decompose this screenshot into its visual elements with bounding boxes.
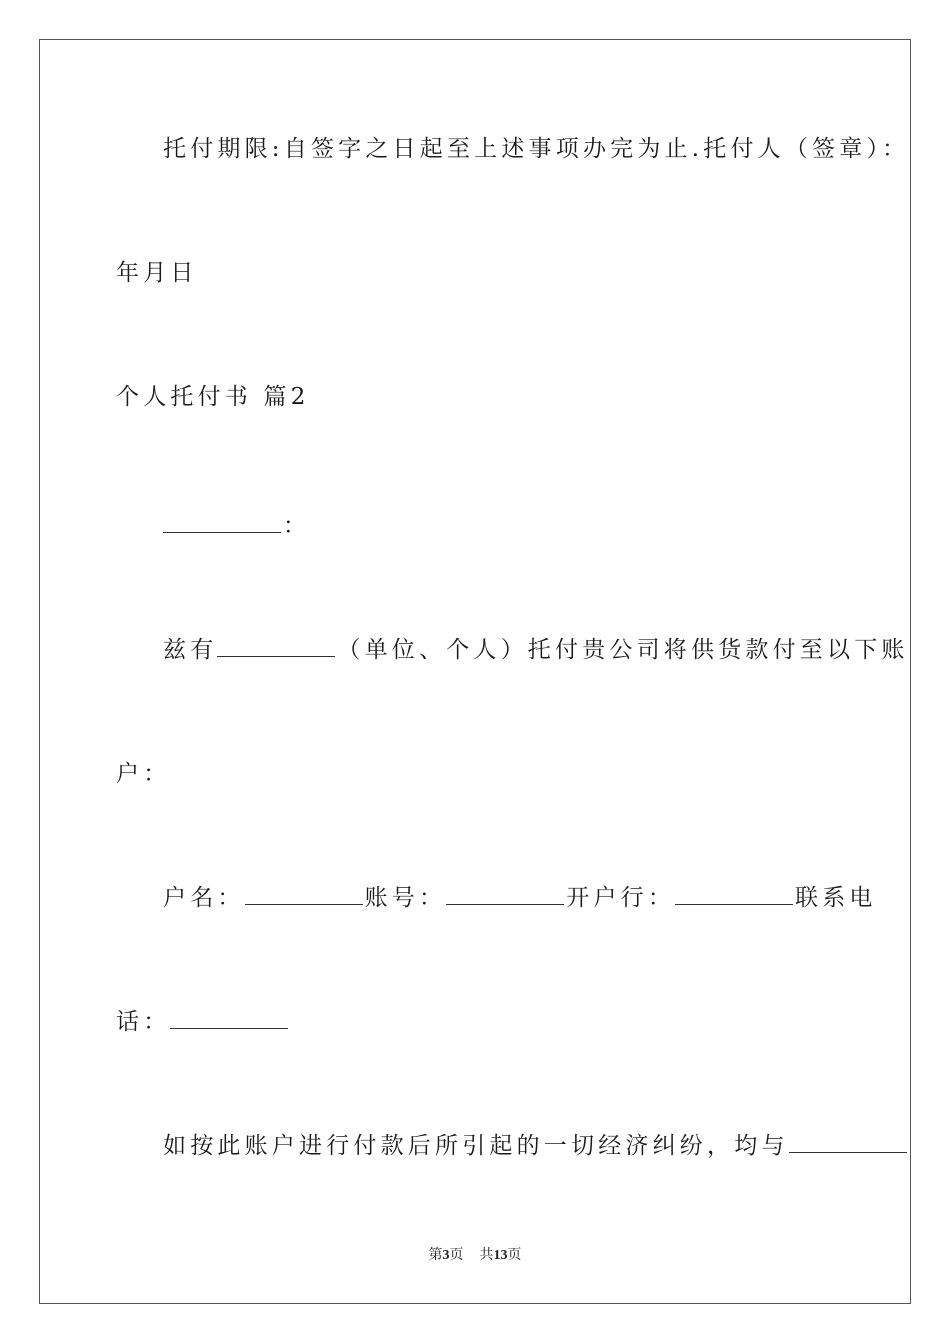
para2-text: 如按此账户进行付款后所引起的一切经济纠纷，均与	[163, 1133, 789, 1159]
page-prefix: 第	[428, 1248, 443, 1263]
account-number-label: 账号：	[364, 885, 447, 911]
liability-blank	[789, 1132, 907, 1153]
page-border	[39, 39, 911, 1304]
page-number: 3	[442, 1248, 450, 1263]
bank-blank	[675, 884, 793, 905]
phone-label-part1: 联系电	[795, 885, 877, 911]
phone-line	[116, 1007, 290, 1037]
page-footer	[0, 1244, 950, 1264]
entity-blank	[217, 636, 335, 657]
entrust-period-line: 托付期限:自签字之日起至上述事项办完为止.托付人（签章）：	[163, 136, 910, 162]
addressee-line	[163, 511, 310, 541]
account-name-label: 户名：	[163, 885, 245, 911]
para1-text: （单位、个人）托付贵公司将供货款付至以下账	[337, 637, 909, 663]
section-title: 个人托付书 篇2	[116, 384, 310, 410]
bank-label: 开户行：	[566, 885, 676, 911]
total-suffix: 页	[507, 1248, 522, 1263]
paragraph-1-continuation: 户：	[116, 761, 171, 787]
total-prefix: 共	[479, 1248, 494, 1263]
account-number-blank	[446, 884, 564, 905]
phone-label-part2: 话：	[116, 1009, 171, 1035]
page-suffix: 页	[449, 1248, 464, 1263]
account-name-blank	[245, 884, 363, 905]
date-line: 年月日	[116, 260, 198, 286]
paragraph-2	[163, 1131, 909, 1161]
addressee-colon: ：	[283, 513, 311, 539]
para1-prefix: 兹有	[163, 637, 218, 663]
total-pages: 13	[493, 1248, 508, 1263]
account-info-line	[163, 883, 877, 913]
addressee-blank	[163, 512, 281, 533]
paragraph-1	[163, 635, 909, 665]
phone-blank	[170, 1008, 288, 1029]
